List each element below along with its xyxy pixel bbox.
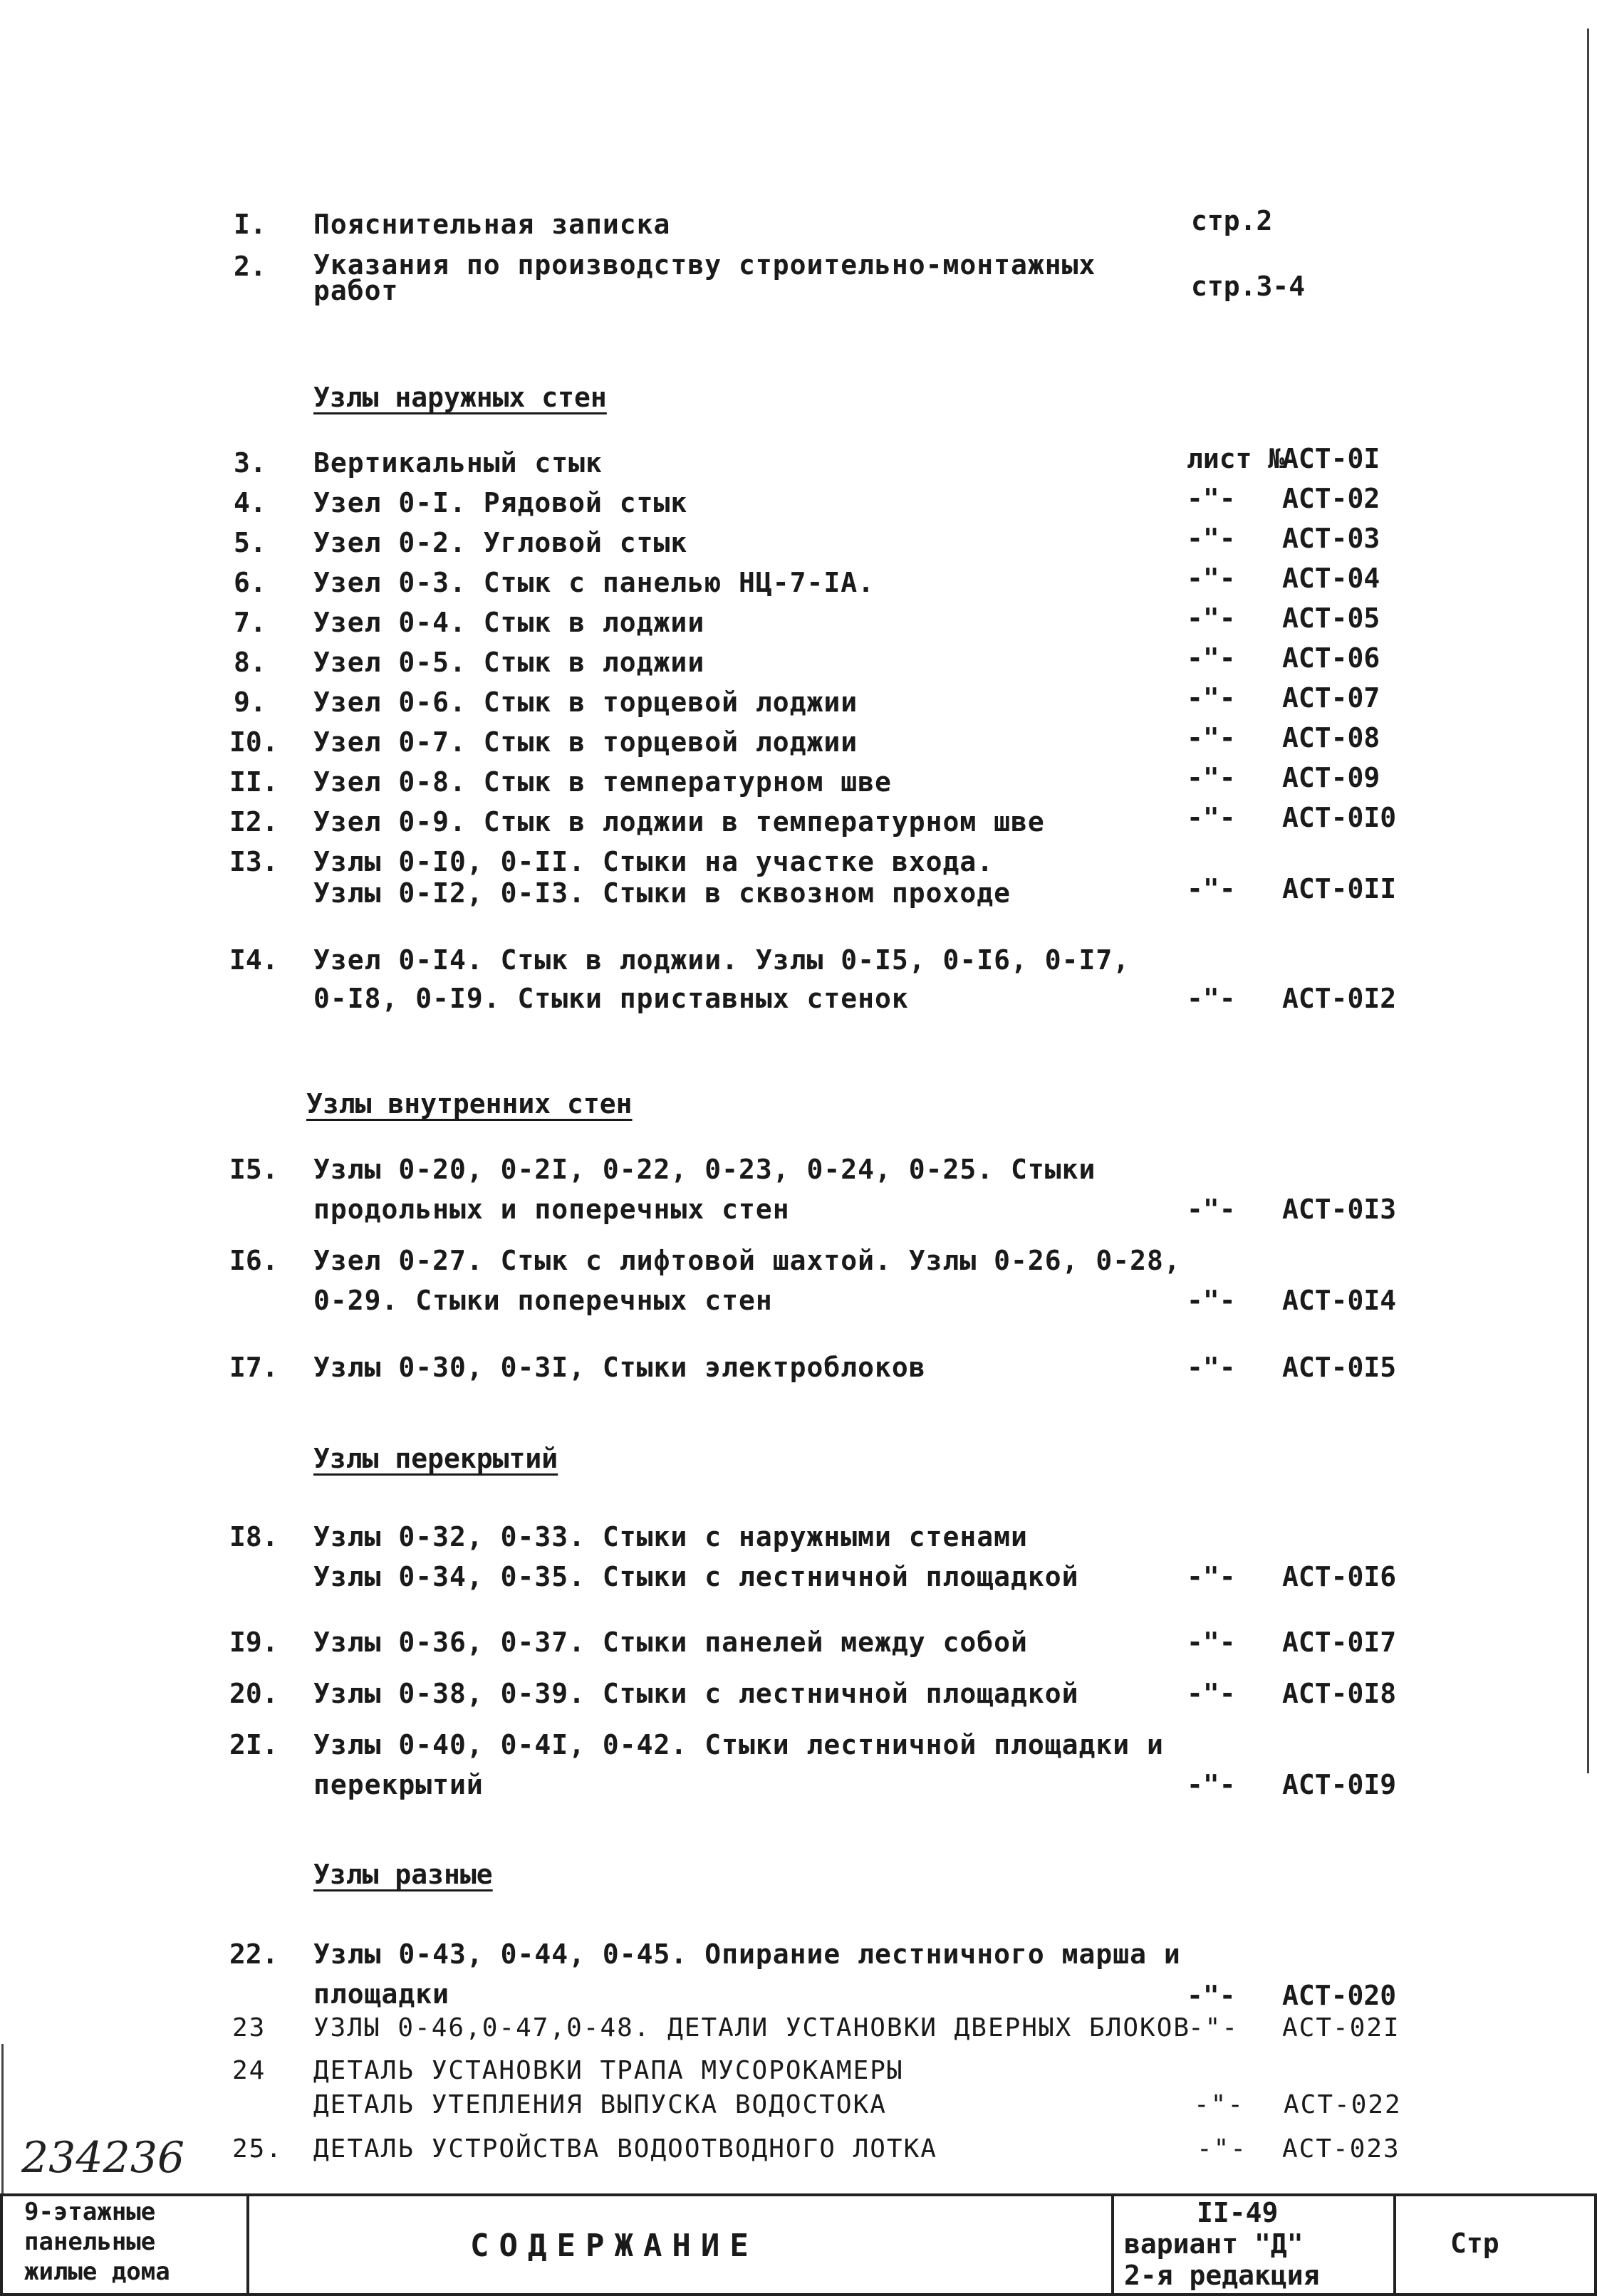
item-title: Узел 0-8. Стык в температурном шве: [313, 766, 892, 798]
item-number: I.: [234, 209, 266, 240]
page-label: Стр: [1450, 2228, 1499, 2259]
edition: 2-я редакция: [1124, 2260, 1320, 2291]
item-number: II.: [229, 766, 279, 798]
item-title: Указания по производству строительно-монтажных: [313, 249, 1096, 281]
item-title: Узел 0-I4. Стык в лоджии. Узлы 0-I5, 0-I6, 0-I7,: [313, 944, 1130, 976]
sheet-ref: АСТ-0I: [1282, 443, 1380, 474]
page-ref: стр.2: [1191, 205, 1273, 236]
ditto-mark: -"-: [1187, 1980, 1236, 2011]
item-number: I6.: [229, 1245, 279, 1276]
item-title: Узлы 0-40, 0-4I, 0-42. Стыки лестничной площадки и: [313, 1729, 1164, 1760]
item-title: Узел 0-5. Стык в лоджии: [313, 647, 705, 678]
item-number: I4.: [229, 944, 279, 976]
left-margin-line: [1, 2044, 4, 2193]
ditto-mark: -"-: [1187, 873, 1236, 904]
sheet-ref: АСТ-0I8: [1282, 1678, 1397, 1709]
item-number: I9.: [229, 1627, 279, 1658]
inventory-number: 234236: [21, 2133, 185, 2183]
item-title: Узлы 0-I2, 0-I3. Стыки в сквозном проходе: [313, 877, 1011, 909]
page-ref: стр.3-4: [1191, 271, 1306, 302]
sheet-ref: АСТ-0I6: [1282, 1561, 1397, 1592]
ditto-mark: -"-: [1197, 2134, 1248, 2164]
item-title: Узлы 0-I0, 0-II. Стыки на участке входа.: [313, 846, 994, 877]
variant: вариант "Д": [1124, 2228, 1304, 2260]
sheet-ref: АСТ-05: [1282, 602, 1380, 634]
sheet-ref: АСТ-06: [1282, 642, 1380, 674]
ditto-mark: -"-: [1187, 642, 1236, 674]
item-title: ДЕТАЛЬ УТЕПЛЕНИЯ ВЫПУСКА ВОДОСТОКА: [313, 2090, 887, 2119]
section-heading: Узлы наружных стен: [313, 382, 607, 413]
ditto-mark: -"-: [1187, 1627, 1236, 1658]
ditto-mark: -"-: [1187, 1194, 1236, 1225]
item-title: Узел 0-7. Стык в торцевой лоджии: [313, 726, 858, 758]
item-number: 2I.: [229, 1729, 279, 1760]
sheet-ref: АСТ-023: [1282, 2134, 1400, 2164]
title-block: [0, 2193, 1597, 2296]
series-number: II-49: [1197, 2197, 1279, 2228]
sheet-ref: АСТ-0I2: [1282, 983, 1397, 1014]
item-title: 0-29. Стыки поперечных стен: [313, 1285, 773, 1316]
item-title: Узел 0-2. Угловой стык: [313, 527, 688, 558]
sheet-ref: АСТ-0I4: [1282, 1285, 1397, 1316]
item-title: Узел 0-27. Стык с лифтовой шахтой. Узлы 0-26, 0-28,: [313, 1245, 1181, 1276]
ditto-mark: -"-: [1187, 563, 1236, 594]
sheet-ref: АСТ-09: [1282, 762, 1380, 793]
sheet-ref: АСТ-0I0: [1282, 802, 1397, 833]
item-title: 0-I8, 0-I9. Стыки приставных стенок: [313, 983, 909, 1014]
sheet-ref: АСТ-0I3: [1282, 1194, 1397, 1225]
ditto-mark: -"-: [1187, 523, 1236, 554]
section-heading: Узлы перекрытий: [313, 1443, 558, 1474]
ditto-mark: -"-: [1187, 1285, 1236, 1316]
ditto-mark: -"-: [1187, 802, 1236, 833]
sheet-ref: АСТ-07: [1282, 682, 1380, 714]
item-number: 20.: [229, 1678, 279, 1709]
sheet-ref: АСТ-08: [1282, 722, 1380, 753]
item-number: 25.: [232, 2134, 283, 2164]
item-title: Узлы 0-34, 0-35. Стыки с лестничной площадкой: [313, 1561, 1079, 1592]
sheet-ref: АСТ-0II: [1282, 873, 1397, 904]
item-title: площадки: [313, 1978, 450, 2010]
ditto-mark: -"-: [1187, 1769, 1236, 1800]
sheet-ref: АСТ-03: [1282, 523, 1380, 554]
left-line: панельные: [24, 2228, 156, 2256]
ditto-mark: -"-: [1188, 2013, 1239, 2042]
item-number: I0.: [229, 726, 279, 758]
item-number: 8.: [234, 647, 266, 678]
ditto-mark: -"-: [1187, 682, 1236, 714]
item-number: 24: [232, 2056, 266, 2085]
item-title: УЗЛЫ 0-46,0-47,0-48. ДЕТАЛИ УСТАНОВКИ ДВЕРНЫХ БЛОКОВ: [313, 2013, 1191, 2042]
ditto-mark: -"-: [1187, 722, 1236, 753]
left-line: жилые дома: [24, 2258, 170, 2286]
item-title: работ: [313, 275, 399, 306]
ditto-mark: -"-: [1187, 483, 1236, 514]
ditto-mark: -"-: [1187, 1352, 1236, 1383]
sheet-prefix: лист №: [1187, 443, 1285, 474]
item-title: Узел 0-6. Стык в торцевой лоджии: [313, 687, 858, 718]
item-title: Узлы 0-36, 0-37. Стыки панелей между собой: [313, 1627, 1028, 1658]
item-title: Узел 0-3. Стык с панелью НЦ-7-IА.: [313, 567, 875, 598]
item-number: 3.: [234, 447, 266, 479]
sheet-ref: АСТ-022: [1284, 2090, 1402, 2119]
sheet-ref: АСТ-0I7: [1282, 1627, 1397, 1658]
item-number: I5.: [229, 1154, 279, 1185]
right-margin-line: [1587, 28, 1589, 1773]
section-heading: Узлы внутренних стен: [306, 1088, 633, 1120]
ditto-mark: -"-: [1187, 1561, 1236, 1592]
item-number: 4.: [234, 487, 266, 518]
ditto-mark: -"-: [1187, 602, 1236, 634]
item-title: Узлы 0-32, 0-33. Стыки с наружными стенами: [313, 1521, 1028, 1553]
item-number: 9.: [234, 687, 266, 718]
ditto-mark: -"-: [1187, 762, 1236, 793]
item-title: Узлы 0-30, 0-3I, Стыки электроблоков: [313, 1352, 926, 1383]
item-number: I7.: [229, 1352, 279, 1383]
item-title: ДЕТАЛЬ УСТАНОВКИ ТРАПА МУСОРОКАМЕРЫ: [313, 2056, 904, 2085]
left-line: 9-этажные: [24, 2198, 156, 2226]
sheet-ref: АСТ-0I9: [1282, 1769, 1397, 1800]
item-title: Узлы 0-38, 0-39. Стыки с лестничной площадкой: [313, 1678, 1079, 1709]
sheet-ref: АСТ-02I: [1282, 2013, 1400, 2042]
item-title: Узел 0-4. Стык в лоджии: [313, 607, 705, 638]
item-number: 2.: [234, 251, 266, 282]
sheet-ref: АСТ-02: [1282, 483, 1380, 514]
sheet-ref: АСТ-020: [1282, 1980, 1397, 2011]
item-number: I2.: [229, 806, 279, 837]
item-title: Узел 0-I. Рядовой стык: [313, 487, 688, 518]
item-title: перекрытий: [313, 1769, 484, 1800]
item-title: Узел 0-9. Стык в лоджии в температурном шве: [313, 806, 1045, 837]
sheet-ref: АСТ-0I5: [1282, 1352, 1397, 1383]
ditto-mark: -"-: [1194, 2090, 1245, 2119]
ditto-mark: -"-: [1187, 1678, 1236, 1709]
sheet-ref: АСТ-04: [1282, 563, 1380, 594]
item-title: продольных и поперечных стен: [313, 1194, 790, 1225]
item-number: 7.: [234, 607, 266, 638]
document-title: СОДЕРЖАНИЕ: [470, 2228, 759, 2264]
ditto-mark: -"-: [1187, 983, 1236, 1014]
item-title: Узлы 0-20, 0-2I, 0-22, 0-23, 0-24, 0-25. Стыки: [313, 1154, 1096, 1185]
item-title: Узлы 0-43, 0-44, 0-45. Опирание лестничного марша и: [313, 1938, 1181, 1970]
item-number: 22.: [229, 1938, 279, 1970]
item-number: 23: [232, 2013, 266, 2042]
item-number: I3.: [229, 846, 279, 877]
item-number: I8.: [229, 1521, 279, 1553]
item-title: ДЕТАЛЬ УСТРОЙСТВА ВОДООТВОДНОГО ЛОТКА: [313, 2134, 937, 2164]
item-number: 5.: [234, 527, 266, 558]
item-number: 6.: [234, 567, 266, 598]
section-heading: Узлы разные: [313, 1859, 493, 1890]
item-title: Вертикальный стык: [313, 447, 603, 479]
item-title: Пояснительная записка: [313, 209, 671, 240]
